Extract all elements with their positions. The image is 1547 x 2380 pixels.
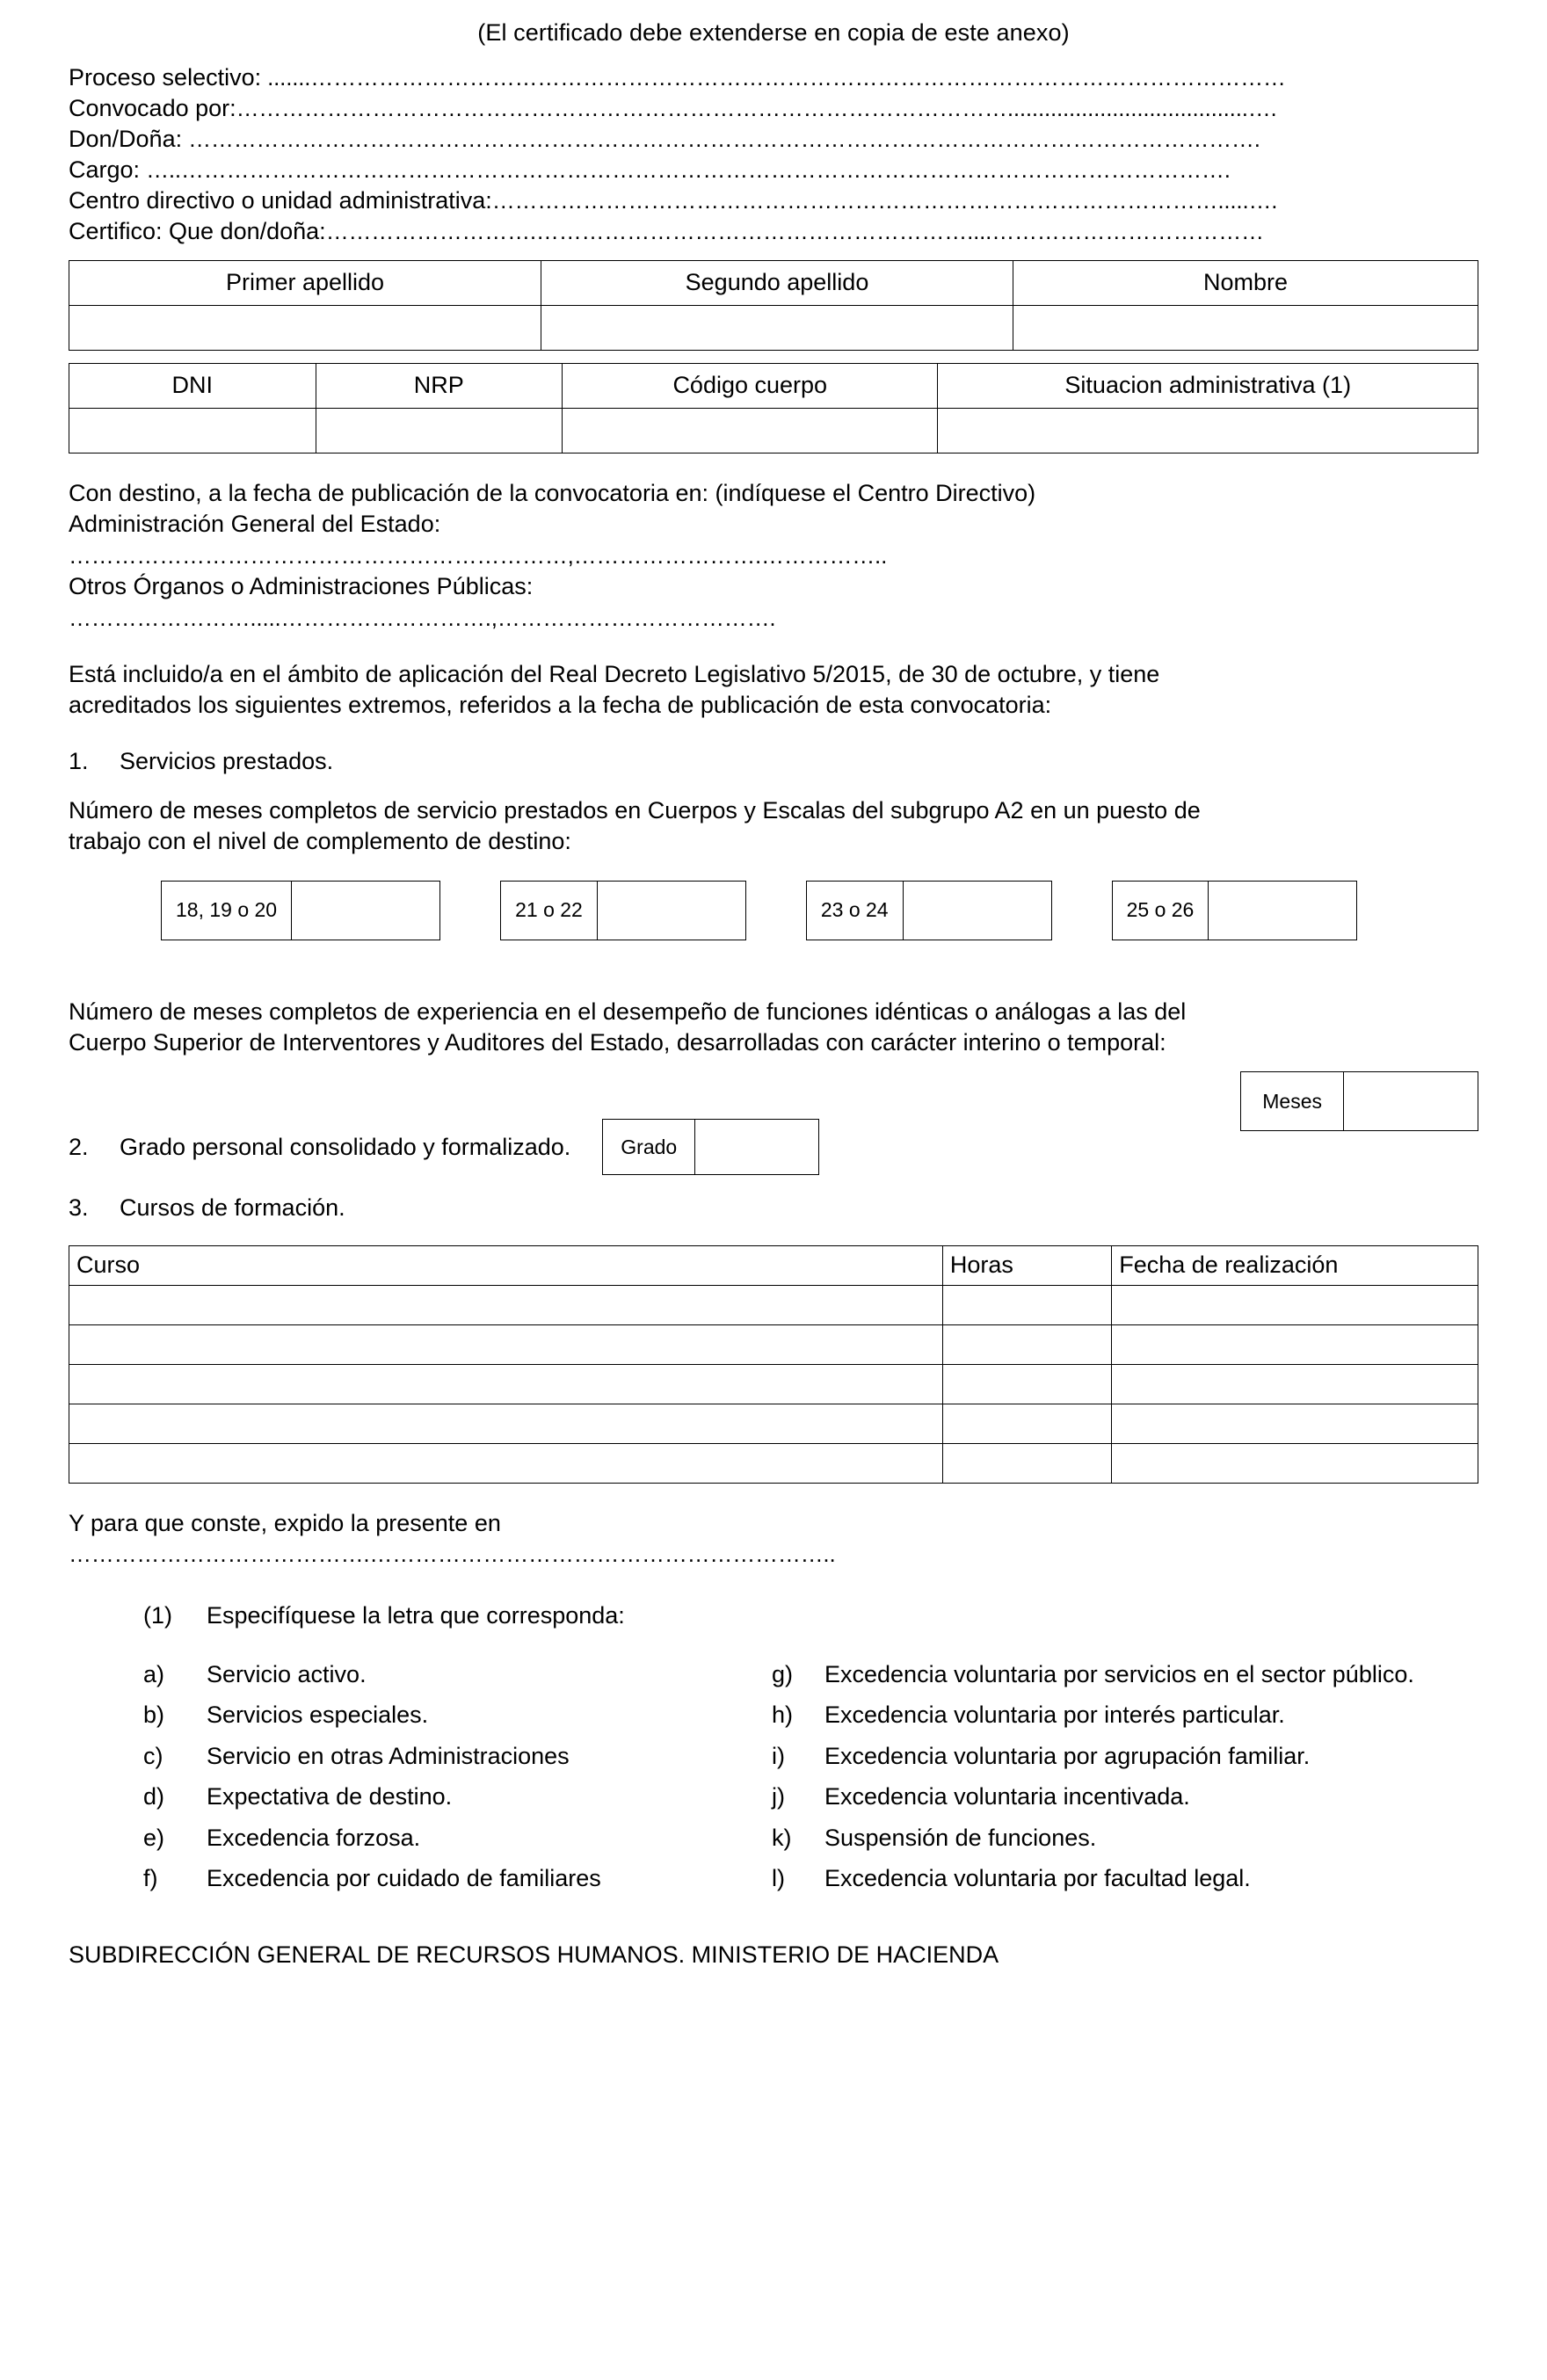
input-curso[interactable] — [69, 1404, 943, 1443]
table-row — [69, 305, 1478, 350]
box-21-22 — [500, 881, 746, 940]
section-1-text-line-2: trabajo con el nivel de complemento de destino: — [69, 828, 571, 855]
input-curso[interactable] — [69, 1324, 943, 1364]
field-label: Don/Doña: — [69, 126, 183, 153]
ambito-block — [69, 659, 1478, 722]
list-item — [143, 1858, 772, 1898]
legend-key: d) — [143, 1783, 165, 1810]
table-row — [69, 1404, 1478, 1443]
table-row — [69, 408, 1478, 453]
section-1-number: 1. — [69, 747, 89, 774]
legend-text: Excedencia voluntaria por interés particular. — [824, 1702, 1285, 1729]
legend-text: Excedencia voluntaria por facultad legal. — [824, 1865, 1251, 1892]
field-label: Convocado por: — [69, 95, 236, 122]
input-curso[interactable] — [69, 1364, 943, 1404]
legend-text: Excedencia voluntaria por agrupación familiar. — [824, 1742, 1311, 1769]
input-horas[interactable] — [942, 1285, 1111, 1324]
list-item — [772, 1776, 1478, 1817]
input-primer-apellido[interactable] — [69, 305, 541, 350]
destino-line-3: Otros Órganos o Administraciones Públicas: — [69, 573, 534, 600]
closing-line: Y para que conste, expido la presente en — [69, 1509, 501, 1536]
input-horas[interactable] — [942, 1364, 1111, 1404]
legend-key: e) — [143, 1824, 165, 1851]
field-dotted-line[interactable]: ……………………………………………………………………………………………………………………………. — [182, 126, 1260, 153]
input-curso[interactable] — [69, 1285, 943, 1324]
section-3-heading — [69, 1193, 1478, 1224]
legend-key: h) — [772, 1702, 794, 1729]
section-1-title: Servicios prestados. — [120, 747, 334, 774]
destino-line-1: Con destino, a la fecha de publicación de la convocatoria en: (indíquese el Centro Directivo) — [69, 479, 1036, 506]
destino-block — [69, 478, 1478, 635]
section-1-text — [69, 795, 1478, 858]
destino-dotted-line-2[interactable]: …………………….....……………………….,………………………………. — [69, 605, 776, 632]
input-horas[interactable] — [942, 1404, 1111, 1443]
box-label: 25 o 26 — [1112, 881, 1209, 940]
table-row — [69, 1324, 1478, 1364]
list-item — [772, 1858, 1478, 1898]
field-label: Certifico: Que don/doña: — [69, 218, 326, 245]
experiencia-line-2: Cuerpo Superior de Interventores y Auditores del Estado, desarrolladas con carácter interino o temporal: — [69, 1029, 1166, 1056]
field-centro-directivo — [69, 185, 1478, 216]
list-item — [772, 1654, 1478, 1694]
grado-box — [602, 1119, 819, 1175]
column-header-segundo-apellido: Segundo apellido — [541, 260, 1013, 305]
legend-key: a) — [143, 1660, 165, 1687]
nivel-complemento-boxes — [161, 881, 1478, 940]
legend-key: j) — [772, 1783, 785, 1810]
column-header-nrp: NRP — [316, 363, 563, 408]
input-horas[interactable] — [942, 1443, 1111, 1483]
input-codigo-cuerpo[interactable] — [563, 408, 938, 453]
column-header-fecha: Fecha de realización — [1112, 1245, 1478, 1285]
experiencia-text — [69, 997, 1478, 1059]
legend-key: f) — [143, 1865, 158, 1892]
table-row — [69, 363, 1478, 408]
section-2-number: 2. — [69, 1133, 89, 1160]
section-1-heading — [69, 746, 1478, 778]
table-row — [69, 1364, 1478, 1404]
list-item — [143, 1694, 772, 1735]
field-label: Centro directivo o unidad administrativa: — [69, 187, 492, 214]
field-proceso-selectivo — [69, 62, 1478, 93]
field-dotted-line[interactable]: ……………………….…………………………………………………....……………………………… — [325, 218, 1264, 245]
closing-block — [69, 1508, 1478, 1571]
column-header-codigo-cuerpo: Código cuerpo — [563, 363, 938, 408]
ambito-line-1: Está incluido/a en el ámbito de aplicación del Real Decreto Legislativo 5/2015, de 30 de octubre, y tiene — [69, 660, 1160, 687]
legend-text: Suspensión de funciones. — [824, 1824, 1097, 1851]
field-dotted-line[interactable]: .......………………………………………………………………………………………………………………… — [261, 64, 1286, 91]
box-input[interactable] — [597, 881, 746, 940]
column-header-dni: DNI — [69, 363, 316, 408]
legend-key: g) — [772, 1660, 794, 1687]
list-item — [143, 1736, 772, 1776]
table-row — [69, 1443, 1478, 1483]
input-nrp[interactable] — [316, 408, 563, 453]
input-dni[interactable] — [69, 408, 316, 453]
destino-line-2: Administración General del Estado: — [69, 511, 441, 538]
input-fecha[interactable] — [1112, 1404, 1478, 1443]
grado-input[interactable] — [694, 1119, 819, 1175]
legend-text: Servicio en otras Administraciones — [207, 1742, 570, 1769]
section-3-number: 3. — [69, 1194, 89, 1222]
closing-dotted-line[interactable]: ………………………………….…………………………………………………….. — [69, 1541, 836, 1568]
input-fecha[interactable] — [1112, 1443, 1478, 1483]
field-convocado-por — [69, 93, 1478, 124]
legend-text: Excedencia voluntaria incentivada. — [824, 1783, 1190, 1810]
column-header-horas: Horas — [942, 1245, 1111, 1285]
list-item — [772, 1818, 1478, 1858]
legend-lists — [69, 1654, 1478, 1899]
destino-dotted-line-1[interactable]: …………………………………………………………,…………………….…………….. — [69, 541, 888, 569]
list-item — [143, 1654, 772, 1694]
legend-text: Expectativa de destino. — [207, 1783, 453, 1810]
input-curso[interactable] — [69, 1443, 943, 1483]
table-row — [69, 260, 1478, 305]
input-horas[interactable] — [942, 1324, 1111, 1364]
column-header-primer-apellido: Primer apellido — [69, 260, 541, 305]
input-fecha[interactable] — [1112, 1364, 1478, 1404]
field-dotted-line[interactable]: ………………………………………………………………………………………….......................................…. — [236, 95, 1277, 122]
box-label: 23 o 24 — [806, 881, 903, 940]
legend-column-left — [69, 1654, 772, 1899]
legend-text: Servicios especiales. — [207, 1702, 429, 1729]
legend-key: c) — [143, 1742, 163, 1769]
column-header-situacion-administrativa: Situacion administrativa (1) — [938, 363, 1478, 408]
legend-title — [143, 1602, 1478, 1629]
ambito-line-2: acreditados los siguientes extremos, referidos a la fecha de publicación de esta convocatoria: — [69, 692, 1052, 719]
legend-key: k) — [772, 1824, 792, 1851]
box-input[interactable] — [291, 881, 440, 940]
identification-table — [69, 363, 1478, 454]
legend-title-text: Especifíquese la letra que corresponda: — [207, 1601, 625, 1629]
section-2-title: Grado personal consolidado y formalizado. — [120, 1133, 571, 1160]
field-don-dona — [69, 124, 1478, 155]
field-dotted-line[interactable]: …..…………………………………………………………………………………………………………………………. — [140, 156, 1231, 184]
header-note: (El certificado debe extenderse en copia de este anexo) — [477, 19, 1070, 46]
legend-text: Servicio activo. — [207, 1660, 367, 1687]
list-item — [143, 1818, 772, 1858]
section-3-title: Cursos de formación. — [120, 1194, 345, 1222]
field-label: Cargo: — [69, 156, 141, 184]
list-item — [772, 1694, 1478, 1735]
legend-key: l) — [772, 1865, 785, 1892]
meses-label: Meses — [1240, 1071, 1343, 1131]
field-cargo — [69, 155, 1478, 185]
meses-input[interactable] — [1343, 1071, 1478, 1131]
box-23-24 — [806, 881, 1052, 940]
input-situacion-administrativa[interactable] — [938, 408, 1478, 453]
list-item — [143, 1776, 772, 1817]
cursos-table — [69, 1245, 1478, 1484]
page-footer: SUBDIRECCIÓN GENERAL DE RECURSOS HUMANOS. MINISTERIO DE HACIENDA — [69, 1941, 999, 1968]
section-1-text-line-1: Número de meses completos de servicio prestados en Cuerpos y Escalas del subgrupo A2 en un puesto de — [69, 796, 1201, 824]
legend-key: i) — [772, 1742, 785, 1769]
table-row — [69, 1285, 1478, 1324]
legend-text: Excedencia forzosa. — [207, 1824, 421, 1851]
legend-column-right — [772, 1654, 1478, 1899]
list-item — [772, 1736, 1478, 1776]
grado-label: Grado — [602, 1119, 694, 1175]
input-nombre[interactable] — [1013, 305, 1478, 350]
legend-key: b) — [143, 1702, 165, 1729]
legend-title-key: (1) — [143, 1601, 172, 1629]
field-label: Proceso selectivo: — [69, 64, 262, 91]
table-row — [69, 1245, 1478, 1285]
box-input[interactable] — [903, 881, 1052, 940]
box-input[interactable] — [1208, 881, 1357, 940]
field-certifico — [69, 216, 1478, 247]
column-header-curso: Curso — [69, 1245, 943, 1285]
input-fecha[interactable] — [1112, 1324, 1478, 1364]
legend-text: Excedencia voluntaria por servicios en el sector público. — [824, 1660, 1414, 1687]
box-label: 21 o 22 — [500, 881, 597, 940]
box-18-19-20 — [161, 881, 440, 940]
field-dotted-line[interactable]: …………………………………………………………………………………….....…. — [491, 187, 1278, 214]
input-segundo-apellido[interactable] — [541, 305, 1013, 350]
input-fecha[interactable] — [1112, 1285, 1478, 1324]
box-25-26 — [1112, 881, 1358, 940]
experiencia-line-1: Número de meses completos de experiencia en el desempeño de funciones idénticas o análogas a las del — [69, 998, 1187, 1025]
name-table — [69, 260, 1478, 351]
box-label: 18, 19 o 20 — [161, 881, 291, 940]
legend-text: Excedencia por cuidado de familiares — [207, 1865, 601, 1892]
column-header-nombre: Nombre — [1013, 260, 1478, 305]
